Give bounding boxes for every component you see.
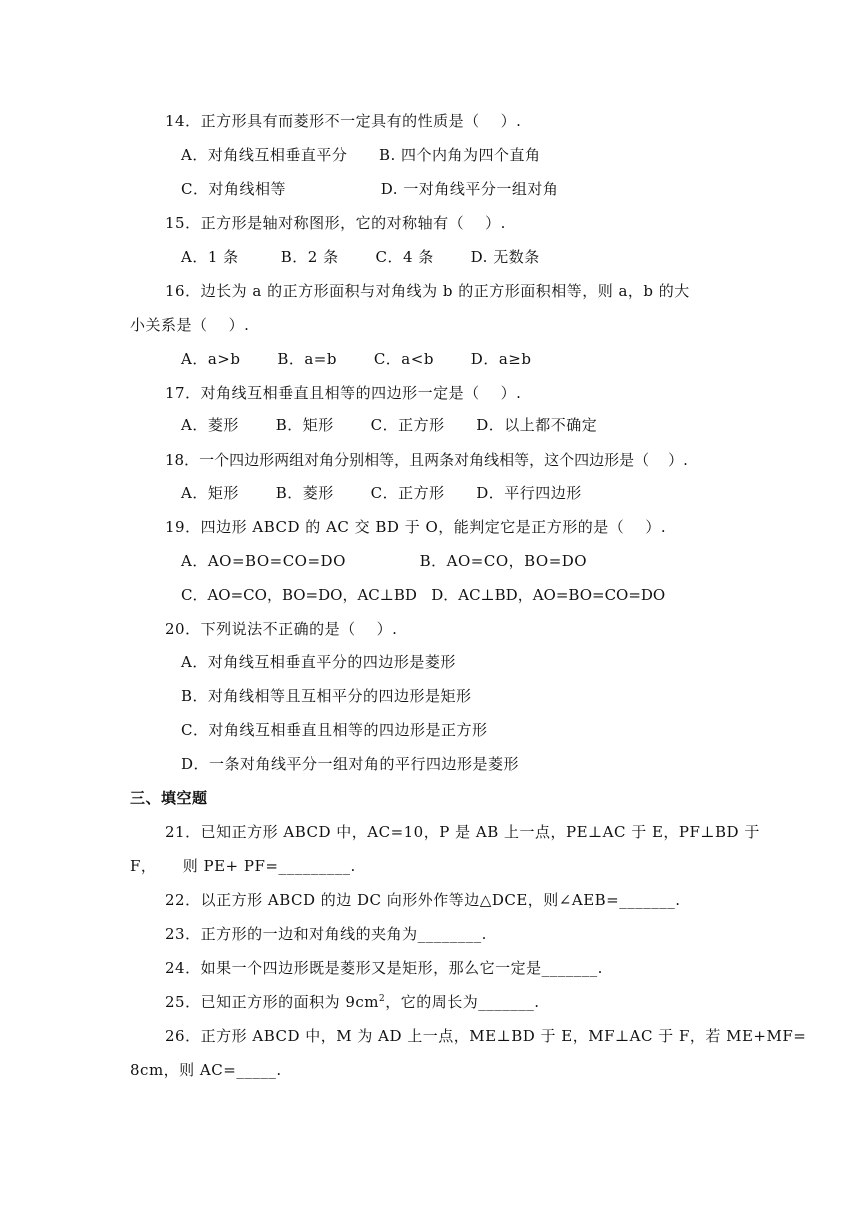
q14-options-row1: A．对角线互相垂直平分 B. 四个内角为四个直角	[181, 146, 541, 164]
q26-stem: 26．正方形 ABCD 中，M 为 AD 上一点，ME⊥BD 于 E，MF⊥AC 于 F，若 ME+MF=	[165, 1027, 807, 1045]
q19-stem: 19．四边形 ABCD 的 AC 交 BD 于 O，能判定它是正方形的是（ ）.	[165, 518, 667, 536]
q14-stem: 14．正方形具有而菱形不一定具有的性质是（ ）.	[165, 112, 522, 130]
q15-stem: 15．正方形是轴对称图形，它的对称轴有（ ）.	[165, 214, 506, 232]
q24-stem: 24．如果一个四边形既是菱形又是矩形，那么它一定是_______.	[165, 959, 603, 977]
q20-stem: 20．下列说法不正确的是（ ）.	[165, 620, 398, 638]
q18-options: A．矩形 B．菱形 C．正方形 D．平行四边形	[181, 484, 582, 502]
q25-text-b: ，它的周长为_______.	[385, 993, 540, 1011]
q17-options: A．菱形 B．矩形 C．正方形 D．以上都不确定	[181, 416, 598, 434]
q16-stem-cont: 小关系是（ ）.	[130, 316, 250, 334]
q15-options: A．1 条 B．2 条 C．4 条 D. 无数条	[181, 248, 540, 266]
section-heading: 三、填空题	[130, 789, 208, 807]
q20-option-c: C．对角线互相垂直且相等的四边形是正方形	[181, 721, 488, 739]
q25-stem	[165, 992, 540, 1012]
q17-stem: 17．对角线互相垂直且相等的四边形一定是（ ）.	[165, 384, 522, 402]
q21-stem: 21．已知正方形 ABCD 中，AC=10，P 是 AB 上一点，PE⊥AC 于 E，PF⊥BD 于	[165, 823, 760, 841]
q21-stem-cont: F， 则 PE+ PF=_________.	[130, 857, 356, 875]
q26-stem-cont: 8cm，则 AC=_____.	[130, 1061, 282, 1079]
q16-options: A．a>b B．a=b C．a<b D．a≥b	[181, 350, 532, 368]
q19-options-row2: C．AO=CO，BO=DO，AC⊥BD D．AC⊥BD，AO=BO=CO=DO	[181, 586, 666, 604]
q23-stem: 23．正方形的一边和对角线的夹角为________.	[165, 925, 487, 943]
q19-options-row1: A．AO=BO=CO=DO B．AO=CO，BO=DO	[181, 552, 588, 570]
q22-stem: 22．以正方形 ABCD 的边 DC 向形外作等边△DCE，则∠AEB=_______.	[165, 891, 681, 909]
q14-options-row2: C．对角线相等 D. 一对角线平分一组对角	[181, 180, 559, 198]
q16-stem: 16．边长为 a 的正方形面积与对角线为 b 的正方形面积相等，则 a，b 的大	[165, 282, 690, 300]
q25-superscript: 2	[379, 994, 386, 1004]
q20-option-a: A．对角线互相垂直平分的四边形是菱形	[181, 653, 456, 671]
q20-option-d: D．一条对角线平分一组对角的平行四边形是菱形	[181, 755, 520, 773]
q20-option-b: B．对角线相等且互相平分的四边形是矩形	[181, 687, 472, 705]
q18-stem: 18．一个四边形两组对角分别相等，且两条对角线相等，这个四边形是（ ）.	[165, 451, 688, 469]
q25-text-a: 25．已知正方形的面积为 9cm	[165, 993, 380, 1011]
